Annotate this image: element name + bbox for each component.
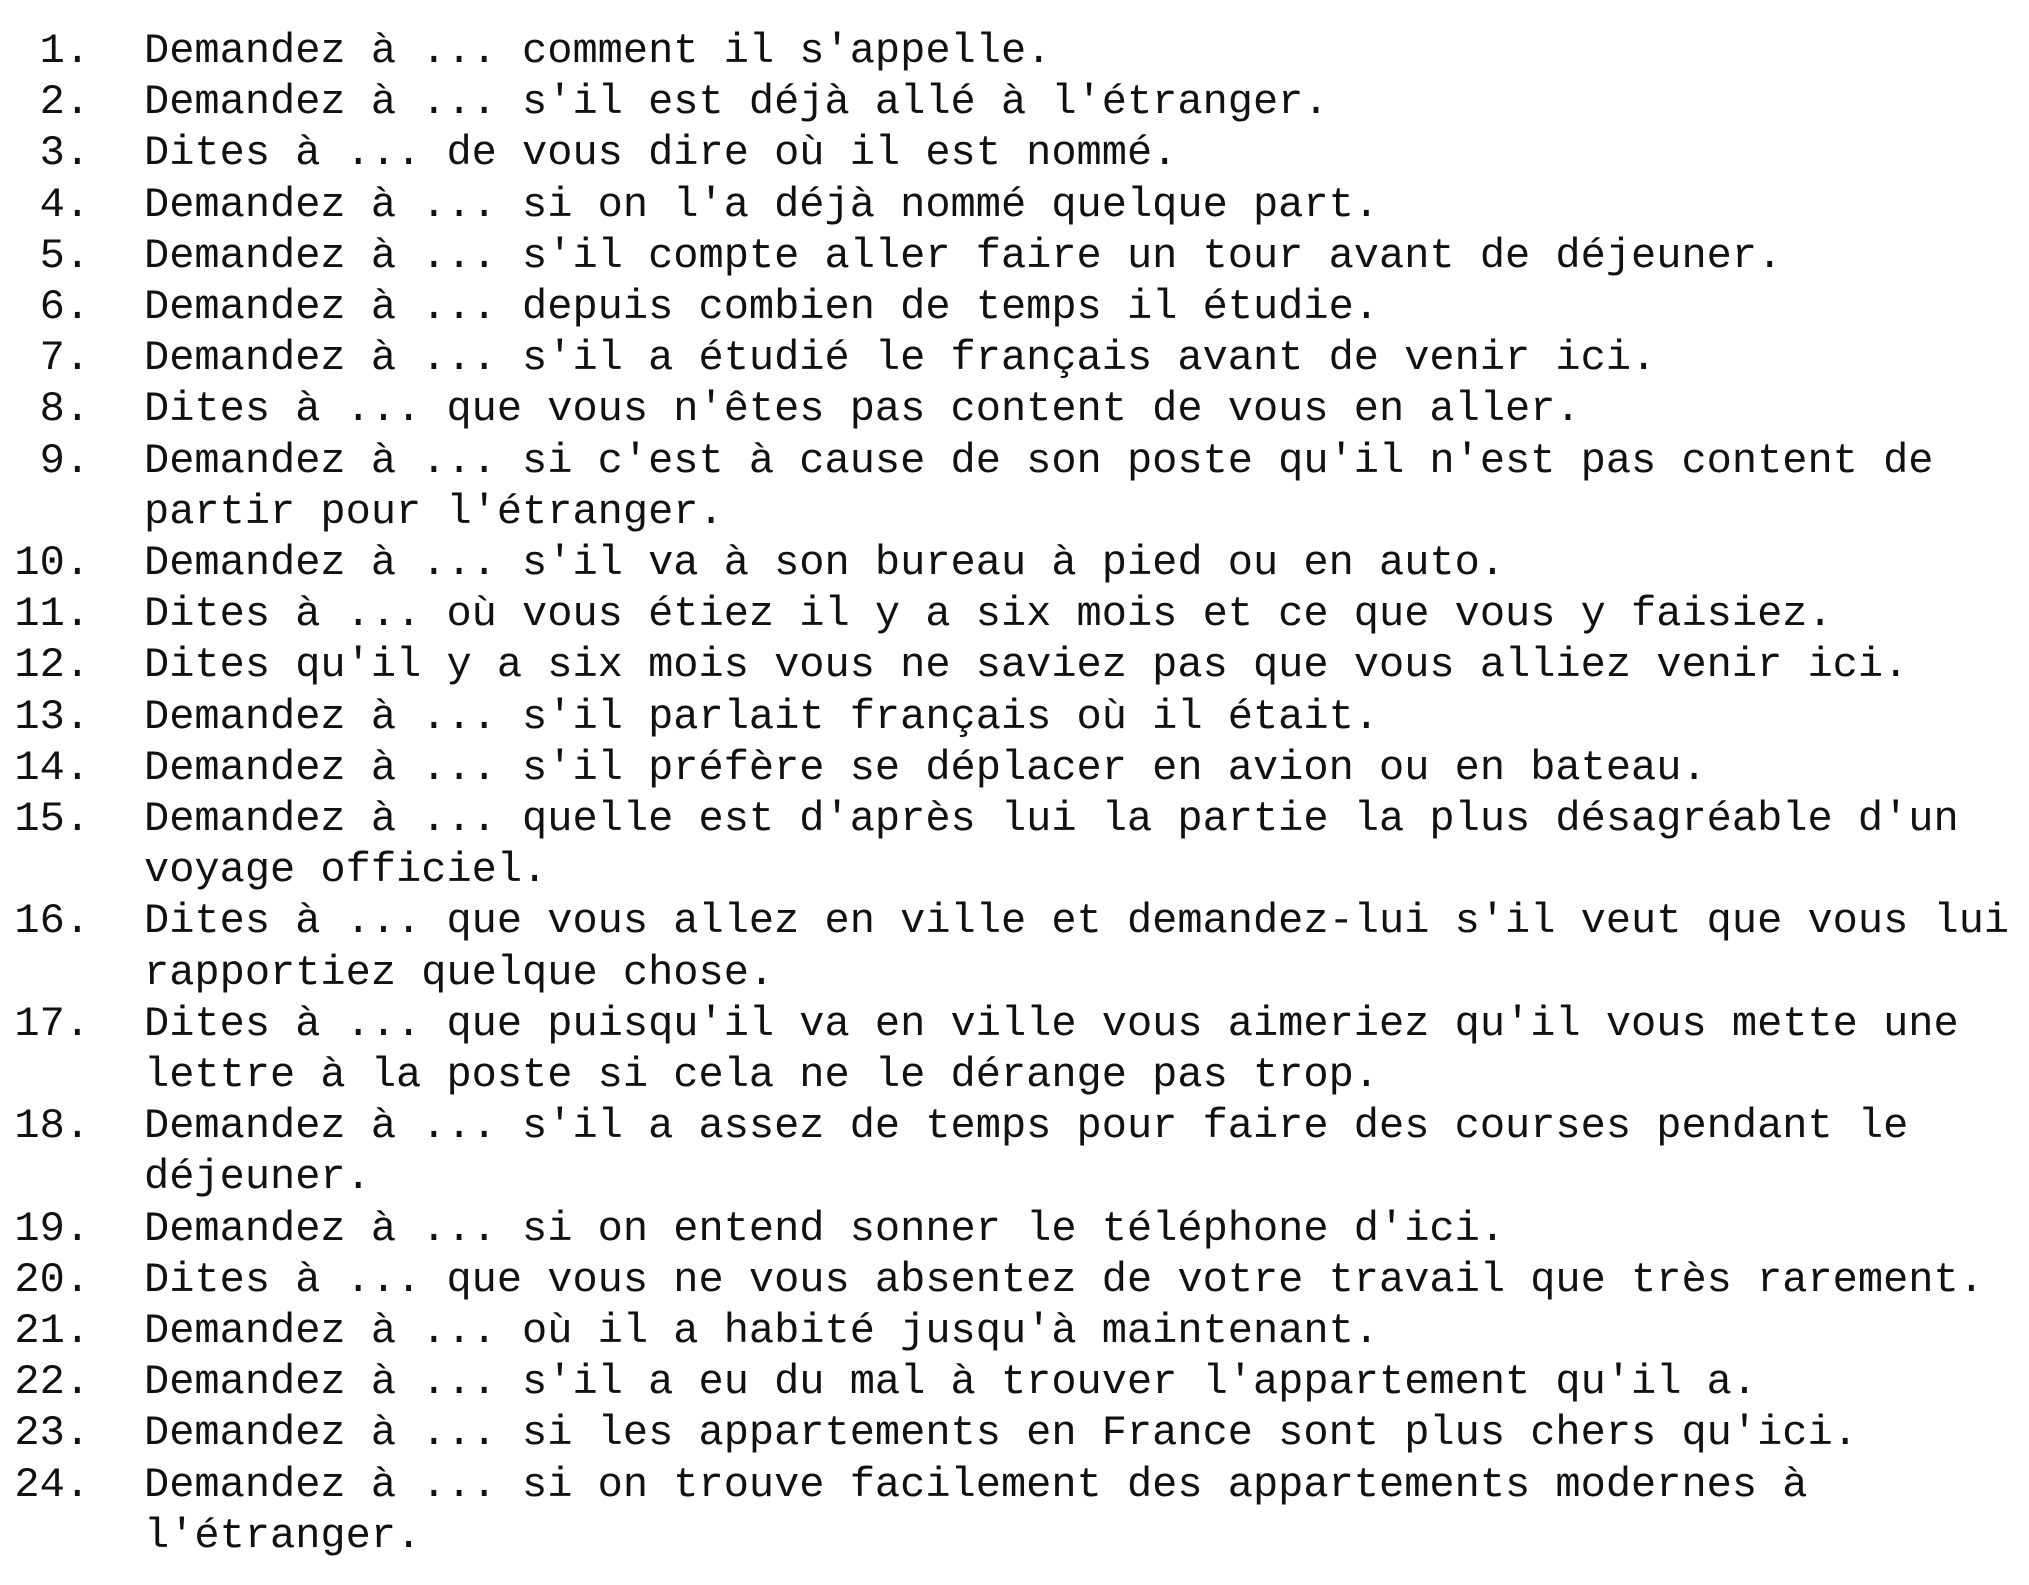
item-text: Dites à ... où vous étiez il y a six mois et ce que vous y faisiez. (144, 590, 1833, 639)
item-text: Demandez à ... s'il a eu du mal à trouver l'appartement qu'il a. (144, 1358, 1758, 1407)
item-number: 24. (14, 1460, 90, 1509)
list-item (0, 26, 2029, 77)
item-number: 4. (39, 180, 90, 229)
list-item (0, 333, 2029, 384)
item-text-line: Demandez à ... si c'est à cause de son poste qu'il n'est pas content de (144, 436, 1934, 485)
list-item (0, 1101, 2029, 1203)
item-text: Demandez à ... si on entend sonner le téléphone d'ici. (144, 1204, 1506, 1253)
item-number: 22. (14, 1358, 90, 1407)
list-item (0, 1460, 2029, 1562)
item-text: Demandez à ... s'il est déjà allé à l'étranger. (144, 78, 1329, 127)
item-text (144, 436, 2024, 538)
item-number: 16. (14, 897, 90, 946)
item-number: 2. (39, 78, 90, 127)
list-item (0, 692, 2029, 743)
item-text: Demandez à ... s'il a étudié le français avant de venir ici. (144, 334, 1657, 383)
list-item (0, 743, 2029, 794)
item-number: 10. (14, 539, 90, 588)
item-text-continuation: rapportiez quelque chose. (144, 948, 775, 997)
exercise-list (0, 26, 2029, 1562)
item-number: 15. (14, 795, 90, 844)
item-text (144, 1460, 2024, 1562)
list-item (0, 1204, 2029, 1255)
list-item (0, 1408, 2029, 1459)
item-text: Demandez à ... où il a habité jusqu'à maintenant. (144, 1307, 1380, 1356)
item-text-continuation: lettre à la poste si cela ne le dérange pas trop. (144, 1051, 1380, 1100)
item-text-line: Dites à ... que vous allez en ville et demandez-lui s'il veut que vous lui (144, 897, 2010, 946)
item-number: 23. (14, 1409, 90, 1458)
item-number: 14. (14, 743, 90, 792)
item-text: Dites qu'il y a six mois vous ne saviez pas que vous alliez venir ici. (144, 641, 1909, 690)
item-number: 9. (39, 436, 90, 485)
item-number: 21. (14, 1307, 90, 1356)
item-text (144, 794, 2024, 896)
item-text: Dites à ... de vous dire où il est nommé. (144, 129, 1178, 178)
list-item (0, 896, 2029, 998)
list-item (0, 640, 2029, 691)
item-number: 3. (39, 129, 90, 178)
list-item (0, 1255, 2029, 1306)
list-item (0, 128, 2029, 179)
list-item (0, 77, 2029, 128)
item-text (144, 896, 2024, 998)
list-item (0, 589, 2029, 640)
item-text-line: Demandez à ... quelle est d'après lui la partie la plus désagréable d'un (144, 795, 1959, 844)
list-item (0, 1357, 2029, 1408)
item-text-line: Demandez à ... s'il a assez de temps pour faire des courses pendant le (144, 1102, 1909, 1151)
list-item (0, 180, 2029, 231)
item-text: Dites à ... que vous n'êtes pas content de vous en aller. (144, 385, 1581, 434)
item-text-continuation: l'étranger. (144, 1511, 422, 1560)
item-number: 11. (14, 590, 90, 639)
item-text: Demandez à ... depuis combien de temps il étudie. (144, 283, 1380, 332)
item-text: Demandez à ... s'il parlait français où il était. (144, 692, 1380, 741)
item-number: 18. (14, 1102, 90, 1151)
list-item (0, 384, 2029, 435)
item-text-continuation: partir pour l'étranger. (144, 487, 724, 536)
item-number: 8. (39, 385, 90, 434)
item-number: 12. (14, 641, 90, 690)
item-text: Demandez à ... comment il s'appelle. (144, 27, 1052, 75)
item-text-continuation: déjeuner. (144, 1153, 371, 1202)
item-number: 6. (39, 283, 90, 332)
list-item (0, 1306, 2029, 1357)
item-number: 13. (14, 692, 90, 741)
item-number: 20. (14, 1255, 90, 1304)
item-number: 17. (14, 999, 90, 1048)
item-number: 19. (14, 1204, 90, 1253)
item-number: 7. (39, 334, 90, 383)
item-text (144, 999, 2024, 1101)
list-item (0, 999, 2029, 1101)
item-text: Demandez à ... si les appartements en France sont plus chers qu'ici. (144, 1409, 1858, 1458)
list-item (0, 282, 2029, 333)
list-item (0, 794, 2029, 896)
item-text-line: Dites à ... que puisqu'il va en ville vous aimeriez qu'il vous mette une (144, 999, 1959, 1048)
item-text: Demandez à ... s'il préfère se déplacer en avion ou en bateau. (144, 743, 1707, 792)
item-number: 1. (39, 27, 90, 75)
list-item (0, 538, 2029, 589)
list-item (0, 231, 2029, 282)
item-text-continuation: voyage officiel. (144, 846, 548, 895)
item-text: Demandez à ... s'il compte aller faire un tour avant de déjeuner. (144, 231, 1783, 280)
item-text (144, 1101, 2024, 1203)
item-number: 5. (39, 231, 90, 280)
item-text: Demandez à ... si on l'a déjà nommé quelque part. (144, 180, 1380, 229)
list-item (0, 436, 2029, 538)
item-text: Demandez à ... s'il va à son bureau à pied ou en auto. (144, 539, 1506, 588)
item-text-line: Demandez à ... si on trouve facilement des appartements modernes à (144, 1460, 1808, 1509)
item-text: Dites à ... que vous ne vous absentez de votre travail que très rarement. (144, 1255, 1984, 1304)
